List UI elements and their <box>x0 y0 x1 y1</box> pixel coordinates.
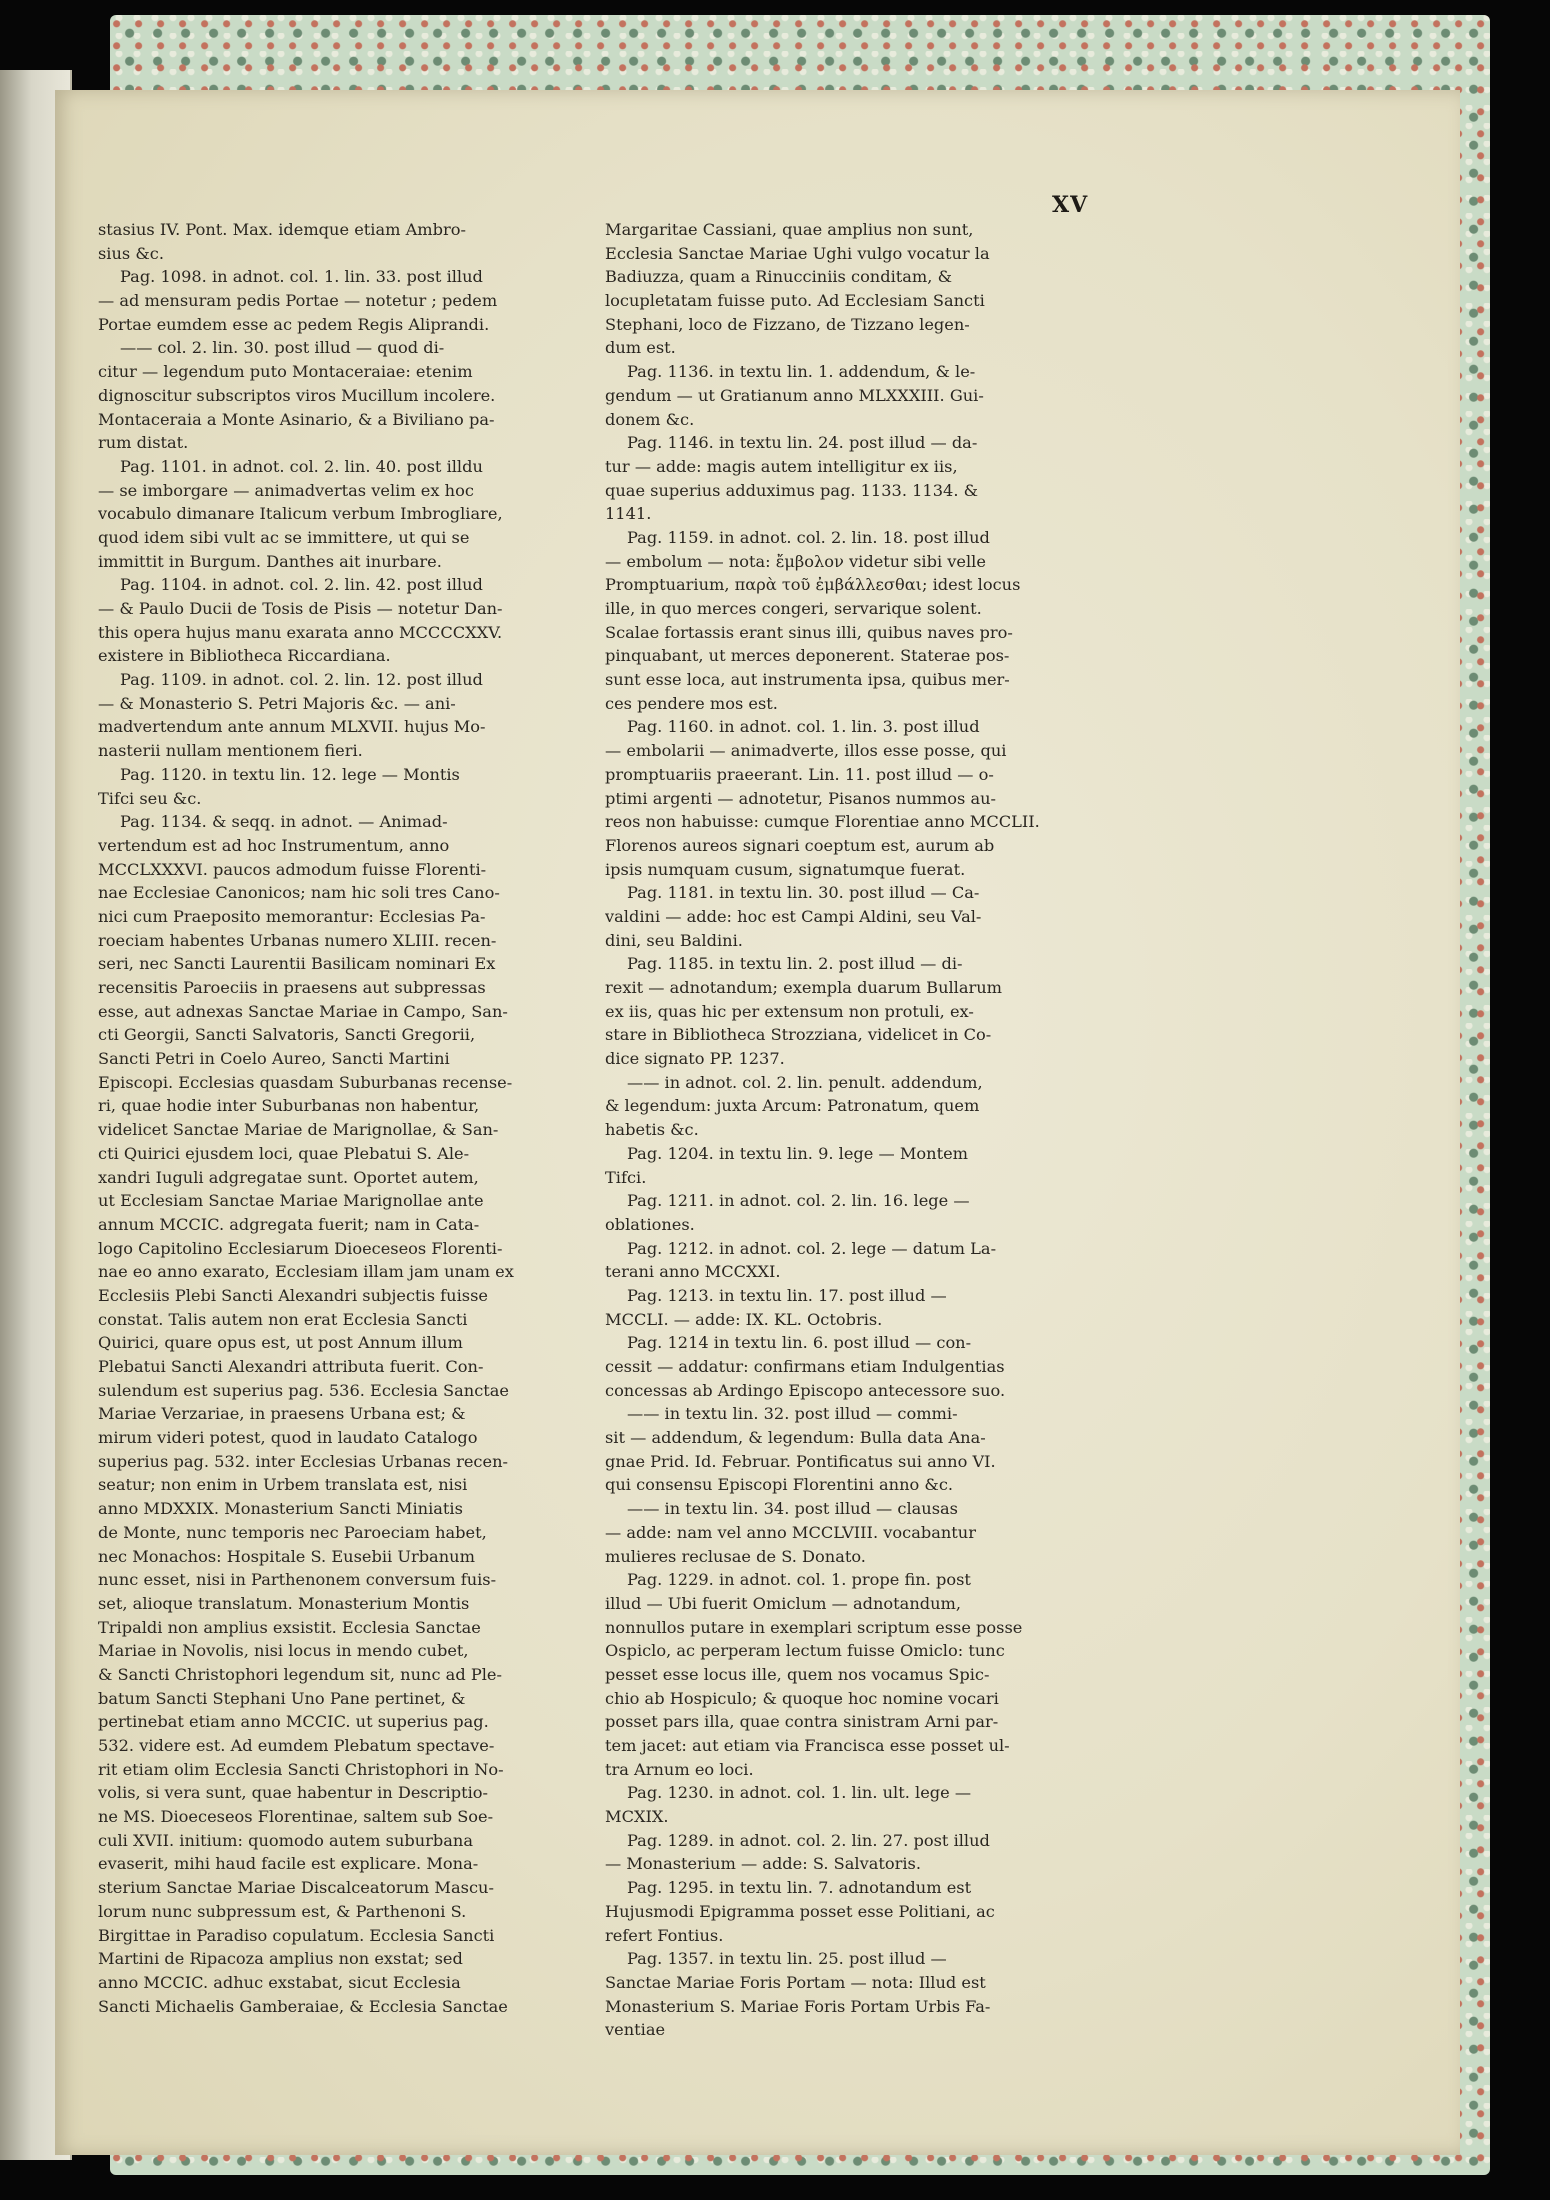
text-line: rexit — adnotandum; exempla duarum Bullarum <box>605 978 1003 997</box>
text-line: nae eo anno exarato, Ecclesiam illam jam unam ex <box>98 1262 514 1282</box>
text-line: set, alioque translatum. Monasterium Montis <box>98 1593 470 1613</box>
text-line: Tifci. <box>605 1167 647 1187</box>
text-line: locupletatam fuisse puto. Ad Ecclesiam Sancti <box>605 291 985 311</box>
text-line: quod idem sibi vult ac se immittere, ut qui se <box>98 527 470 547</box>
text-line: this opera hujus manu exarata anno MCCCCXXV. <box>98 622 503 642</box>
text-line: ut Ecclesiam Sanctae Mariae Marignollae ante <box>98 1191 484 1211</box>
text-line: Margaritae Cassiani, quae amplius non sunt, <box>605 220 974 239</box>
text-line: Martini de Ripacoza amplius non exstat; sed <box>98 1949 463 1969</box>
text-line: —— col. 2. lin. 30. post illud — quod di- <box>120 338 445 358</box>
text-line: MCCLXXXVI. paucos admodum fuisse Florenti- <box>98 859 487 879</box>
text-line: chio ab Hospiculo; & quoque hoc nomine vocari <box>605 1688 999 1708</box>
text-line: culi XVII. initium: quomodo autem suburbana <box>98 1830 474 1850</box>
text-line: ptimi argenti — adnotetur, Pisanos nummos au- <box>605 788 997 808</box>
text-line: Scalae fortassis erant sinus illi, quibus naves pro- <box>605 622 1013 642</box>
text-line: Ospiclo, ac perperam lectum fuisse Omiclo: tunc <box>605 1641 1005 1661</box>
text-line: annum MCCIC. adgregata fuerit; nam in Cata- <box>98 1214 480 1234</box>
text-line: Pag. 1295. in textu lin. 7. adnotandum est <box>627 1878 972 1898</box>
text-line: terani anno MCCXXI. <box>605 1262 781 1282</box>
text-line: Birgittae in Paradiso copulatum. Ecclesia Sancti <box>98 1925 495 1945</box>
text-line: Pag. 1211. in adnot. col. 2. lin. 16. lege — <box>627 1191 970 1211</box>
text-line: Pag. 1160. in adnot. col. 1. lin. 3. post illud <box>627 717 980 737</box>
text-line: rum distat. <box>98 433 189 453</box>
text-line: Tripaldi non amplius exsistit. Ecclesia Sanctae <box>98 1617 481 1637</box>
text-line: & Sancti Christophori legendum sit, nunc ad Ple- <box>98 1664 502 1684</box>
text-line: superius pag. 532. inter Ecclesias Urbanas recen- <box>98 1451 508 1471</box>
text-line: ventiae <box>605 2020 666 2040</box>
text-line: — embolum — nota: ἔμβολον videtur sibi velle <box>605 551 986 571</box>
text-line: seatur; non enim in Urbem translata est, nisi <box>98 1475 468 1495</box>
text-line: ille, in quo merces congeri, servarique solent. <box>605 599 982 618</box>
text-line: —— in textu lin. 32. post illud — commi- <box>627 1404 958 1424</box>
text-line: Quirici, quare opus est, ut post Annum illum <box>98 1333 463 1353</box>
text-line: dignoscitur subscriptos viros Mucillum incolere. <box>98 385 496 405</box>
text-line: Pag. 1213. in textu lin. 17. post illud — <box>627 1285 947 1305</box>
text-line: seri, nec Sancti Laurentii Basilicam nominari Ex <box>98 954 496 974</box>
text-line: nae Ecclesiae Canonicos; nam hic soli tres Cano- <box>98 883 500 903</box>
text-line: Tifci seu &c. <box>98 788 202 808</box>
text-line: xandri Iuguli adgregatae sunt. Oportet autem, <box>98 1167 479 1187</box>
text-column-left <box>98 218 656 2018</box>
text-line: — & Paulo Ducii de Tosis de Pisis — notetur Dan- <box>98 599 503 618</box>
text-line: Plebatui Sancti Alexandri attributa fuerit. Con- <box>98 1357 484 1376</box>
text-line: sterium Sanctae Mariae Discalceatorum Mascu- <box>98 1878 494 1898</box>
text-line: stasius IV. Pont. Max. idemque etiam Ambro- <box>98 220 466 239</box>
text-line: reos non habuisse: cumque Florentiae anno MCCLII. <box>605 812 1040 832</box>
text-line: — & Monasterio S. Petri Majoris &c. — ani- <box>98 693 456 713</box>
text-line: lorum nunc subpressum est, & Parthenoni S. <box>98 1901 467 1921</box>
text-line: Sanctae Mariae Foris Portam — nota: Illud est <box>605 1972 986 1992</box>
text-line: Sancti Michaelis Gamberaiae, & Ecclesia Sanctae <box>98 1996 508 2016</box>
text-line: qui consensu Episcopi Florentini anno &c. <box>605 1475 954 1495</box>
text-line: dice signato PP. 1237. <box>605 1049 785 1069</box>
text-line: MCXIX. <box>605 1807 669 1827</box>
text-line: madvertendum ante annum MLXVII. hujus Mo- <box>98 717 486 737</box>
text-line: Stephani, loco de Fizzano, de Tizzano legen- <box>605 314 970 334</box>
text-line: — Monasterium — adde: S. Salvatoris. <box>605 1854 921 1874</box>
text-line: Pag. 1204. in textu lin. 9. lege — Montem <box>627 1143 969 1163</box>
text-line: Pag. 1146. in textu lin. 24. post illud — da- <box>627 433 978 453</box>
text-line: MCCLI. — adde: IX. KL. Octobris. <box>605 1309 883 1329</box>
text-line: cti Georgii, Sancti Salvatoris, Sancti Gregorii, <box>98 1025 476 1045</box>
text-line: dini, seu Baldini. <box>605 930 743 950</box>
text-line: nici cum Praeposito memorantur: Ecclesias Pa- <box>98 906 486 926</box>
text-line: Badiuzza, quam a Rinucciniis conditam, & <box>605 267 952 287</box>
text-line: Pag. 1134. & seqq. in adnot. — Animad- <box>120 812 448 832</box>
text-line: Portae eumdem esse ac pedem Regis Aliprandi. <box>98 314 490 334</box>
text-line: ri, quae hodie inter Suburbanas non habentur, <box>98 1096 480 1116</box>
text-line: sius &c. <box>98 243 164 263</box>
text-line: nonnullos putare in exemplari scriptum esse posse <box>605 1617 1023 1637</box>
text-line: —— in adnot. col. 2. lin. penult. addendum, <box>627 1072 983 1092</box>
text-line: promptuariis praeerant. Lin. 11. post illud — o- <box>605 764 994 784</box>
text-line: Pag. 1212. in adnot. col. 2. lege — datum La- <box>627 1238 997 1258</box>
text-line: videlicet Sanctae Mariae de Marignollae, & San- <box>98 1120 499 1140</box>
text-line: ex iis, quas hic per extensum non protuli, ex- <box>605 1001 974 1021</box>
text-line: existere in Bibliotheca Riccardiana. <box>98 646 391 666</box>
text-line: 1141. <box>605 504 652 524</box>
text-line: ne MS. Dioeceseos Florentinae, saltem sub Soe- <box>98 1807 494 1827</box>
text-line: Sancti Petri in Coelo Aureo, Sancti Martini <box>98 1049 450 1069</box>
text-line: citur — legendum puto Montaceraiae: etenim <box>98 362 473 382</box>
text-line: ipsis numquam cusum, signatumque fuerat. <box>605 859 966 879</box>
text-line: Promptuarium, παρὰ τοῦ ἐμβάλλεσθαι; idest locus <box>605 575 1021 595</box>
text-line: Pag. 1101. in adnot. col. 2. lin. 40. post illdu <box>120 456 483 476</box>
text-line: immittit in Burgum. Danthes ait inurbare. <box>98 551 442 571</box>
text-line: recensitis Paroeciis in praesens aut subpressas <box>98 978 486 997</box>
text-line: gnae Prid. Id. Februar. Pontificatus sui anno VI. <box>605 1451 996 1471</box>
text-line: 532. videre est. Ad eumdem Plebatum spectave- <box>98 1736 495 1755</box>
text-line: volis, si vera sunt, quae habentur in Descriptio- <box>98 1783 488 1803</box>
text-line: & legendum: juxta Arcum: Patronatum, quem <box>605 1096 980 1116</box>
text-line: refert Fontius. <box>605 1925 724 1945</box>
text-line: sulendum est superius pag. 536. Ecclesia Sanctae <box>98 1380 510 1400</box>
text-line: valdini — adde: hoc est Campi Aldini, seu Val- <box>605 906 982 926</box>
text-line: quae superius adduximus pag. 1133. 1134. & <box>605 480 979 500</box>
text-line: stare in Bibliotheca Strozziana, videlicet in Co- <box>605 1025 992 1045</box>
text-line: — embolarii — animadverte, illos esse posse, qui <box>605 741 1007 761</box>
text-line: tra Arnum eo loci. <box>605 1759 754 1779</box>
text-line: anno MCCIC. adhuc exstabat, sicut Ecclesia <box>98 1972 461 1992</box>
text-line: tur — adde: magis autem intelligitur ex iis, <box>605 456 958 476</box>
text-line: Pag. 1214 in textu lin. 6. post illud — con- <box>627 1333 972 1353</box>
text-line: Monasterium S. Mariae Foris Portam Urbis Fa- <box>605 1996 991 2016</box>
text-line: oblationes. <box>605 1214 695 1234</box>
text-line: posset pars illa, quae contra sinistram Arni par- <box>605 1712 999 1732</box>
text-line: Mariae Verzariae, in praesens Urbana est; & <box>98 1404 466 1424</box>
page-number: XV <box>1052 192 1089 218</box>
text-line: Florenos aureos signari coeptum est, aurum ab <box>605 835 995 855</box>
text-line: gendum — ut Gratianum anno MLXXXIII. Gui- <box>605 385 984 405</box>
text-line: cti Quirici ejusdem loci, quae Plebatui S. Ale- <box>98 1143 470 1163</box>
text-line: nunc esset, nisi in Parthenonem conversum fuis- <box>98 1570 497 1590</box>
text-line: constat. Talis autem non erat Ecclesia Sancti <box>98 1309 468 1329</box>
text-line: nasterii nullam mentionem fieri. <box>98 741 363 761</box>
text-line: Pag. 1185. in textu lin. 2. post illud — di- <box>627 954 963 974</box>
text-line: Episcopi. Ecclesias quasdam Suburbanas recense- <box>98 1072 513 1092</box>
text-line: — adde: nam vel anno MCCLVIII. vocabantur <box>605 1522 976 1542</box>
text-line: Pag. 1289. in adnot. col. 2. lin. 27. post illud <box>627 1830 990 1850</box>
text-line: — ad mensuram pedis Portae — notetur ; pedem <box>98 291 498 311</box>
text-line: pesset esse locus ille, quem nos vocamus Spic- <box>605 1664 990 1684</box>
text-line: de Monte, nunc temporis nec Paroeciam habet, <box>98 1522 487 1542</box>
text-line: Ecclesia Sanctae Mariae Ughi vulgo vocatur la <box>605 243 990 263</box>
text-line: pertinebat etiam anno MCCIC. ut superius pag. <box>98 1712 489 1732</box>
text-line: evaserit, mihi haud facile est explicare. Mona- <box>98 1854 479 1874</box>
text-line: Pag. 1181. in textu lin. 30. post illud — Ca- <box>627 883 980 903</box>
text-line: Hujusmodi Epigramma posset esse Politiani, ac <box>605 1901 995 1921</box>
text-line: ces pendere mos est. <box>605 693 778 713</box>
text-line: Pag. 1109. in adnot. col. 2. lin. 12. post illud <box>120 670 483 690</box>
text-line: Pag. 1098. in adnot. col. 1. lin. 33. post illud <box>120 267 483 287</box>
text-line: cessit — addatur: confirmans etiam Indulgentias <box>605 1357 1005 1376</box>
text-line: Pag. 1357. in textu lin. 25. post illud — <box>627 1949 947 1969</box>
text-line: vertendum est ad hoc Instrumentum, anno <box>98 835 450 855</box>
text-line: Pag. 1104. in adnot. col. 2. lin. 42. post illud <box>120 575 483 595</box>
text-line: vocabulo dimanare Italicum verbum Imbrogliare, <box>98 504 503 524</box>
text-line: habetis &c. <box>605 1120 699 1140</box>
text-line: Mariae in Novolis, nisi locus in mendo cubet, <box>98 1641 469 1661</box>
text-line: Pag. 1230. in adnot. col. 1. lin. ult. lege — <box>627 1783 972 1803</box>
text-line: anno MDXXIX. Monasterium Sancti Miniatis <box>98 1499 463 1519</box>
text-line: — se imborgare — animadvertas velim ex hoc <box>98 480 474 500</box>
text-line: —— in textu lin. 34. post illud — clausas <box>627 1499 958 1519</box>
text-line: illud — Ubi fuerit Omiclum — adnotandum, <box>605 1593 962 1613</box>
text-line: roeciam habentes Urbanas numero XLIII. recen- <box>98 930 497 950</box>
text-line: Ecclesiis Plebi Sancti Alexandri subjectis fuisse <box>98 1285 488 1305</box>
text-line: esse, aut adnexas Sanctae Mariae in Campo, San- <box>98 1001 508 1021</box>
text-line: mulieres reclusae de S. Donato. <box>605 1546 866 1566</box>
text-line: sit — addendum, & legendum: Bulla data Ana- <box>605 1428 986 1448</box>
text-line: logo Capitolino Ecclesiarum Dioeceseos Florenti- <box>98 1238 503 1258</box>
text-line: Pag. 1120. in textu lin. 12. lege — Montis <box>120 764 460 784</box>
text-line: tem jacet: aut etiam via Francisca esse posset ul- <box>605 1736 1010 1755</box>
text-line: mirum videri potest, quod in laudato Catalogo <box>98 1428 478 1448</box>
text-column-right <box>605 218 1127 2042</box>
text-line: sunt esse loca, aut instrumenta ipsa, quibus mer- <box>605 670 1010 690</box>
text-line: rit etiam olim Ecclesia Sancti Christophori in No- <box>98 1759 504 1779</box>
text-line: Pag. 1229. in adnot. col. 1. prope fin. post <box>627 1570 971 1590</box>
text-line: Pag. 1136. in textu lin. 1. addendum, & le- <box>627 362 976 382</box>
text-line: nec Monachos: Hospitale S. Eusebii Urbanum <box>98 1546 475 1566</box>
text-line: concessas ab Ardingo Episcopo antecessore suo. <box>605 1380 1006 1400</box>
text-line: Montaceraia a Monte Asinario, & a Biviliano pa- <box>98 409 495 429</box>
text-line: dum est. <box>605 338 676 358</box>
text-line: batum Sancti Stephani Uno Pane pertinet, & <box>98 1688 466 1708</box>
text-line: pinquabant, ut merces deponerent. Staterae pos- <box>605 646 1010 666</box>
text-line: donem &c. <box>605 409 695 429</box>
text-line: Pag. 1159. in adnot. col. 2. lin. 18. post illud <box>627 527 990 547</box>
